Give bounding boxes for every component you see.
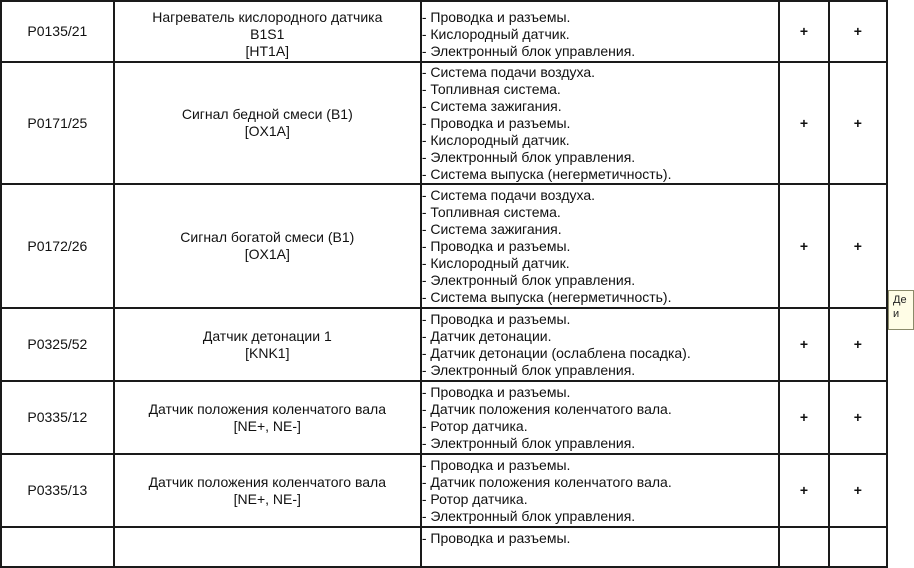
plus-mark: +: [799, 336, 808, 352]
cause-item: - Проводка и разъемы.: [421, 9, 571, 25]
description-line: Датчик положения коленчатого вала: [148, 400, 387, 417]
dtc-causes-cell: [421, 308, 779, 381]
dtc-description-cell: [114, 381, 421, 454]
cause-item: - Датчик положения коленчатого вала.: [421, 400, 672, 417]
dtc-code: P0335/13: [27, 482, 88, 498]
cause-item: - Система зажигания.: [421, 97, 562, 114]
plus-mark: +: [853, 237, 862, 254]
mark-cell-1: [779, 381, 828, 454]
dtc-description-cell: [114, 1, 421, 62]
dtc-code-cell: [1, 1, 114, 62]
description-line: [HT1A]: [245, 43, 290, 59]
mark-cell-1: [779, 62, 828, 184]
dtc-code: P0135/21: [27, 23, 88, 39]
dtc-description-cell: [114, 308, 421, 381]
mark-cell-2: [829, 308, 887, 381]
dtc-causes-cell: [421, 454, 779, 527]
cause-item: - Система подачи воздуха.: [421, 186, 596, 203]
cause-item: - Электронный блок управления.: [421, 148, 636, 165]
dtc-description-cell: [114, 184, 421, 308]
cause-item: - Электронный блок управления.: [421, 361, 636, 378]
description-line: [OX1A]: [244, 246, 290, 262]
dtc-code: P0172/26: [27, 237, 88, 254]
description-line: [NE+, NE-]: [233, 417, 301, 434]
dtc-causes-cell: [421, 184, 779, 308]
cause-item: - Электронный блок управления.: [421, 43, 636, 59]
description-line: [NE+, NE-]: [233, 490, 301, 507]
mark-cell-2: [829, 62, 887, 184]
cause-item: - Проводка и разъемы.: [421, 530, 571, 546]
dtc-description-cell: [114, 527, 421, 567]
cause-item: - Электронный блок управления.: [421, 434, 636, 451]
mark-cell-1: [779, 1, 828, 62]
cause-item: - Проводка и разъемы.: [421, 114, 571, 131]
plus-mark: +: [853, 336, 862, 352]
description-line: Нагреватель кислородного датчика: [152, 9, 383, 25]
dtc-description-cell: [114, 454, 421, 527]
dtc-code-cell: [1, 62, 114, 184]
side-note-line: Де: [893, 294, 907, 306]
dtc-causes-cell: [421, 527, 779, 567]
plus-mark: +: [799, 23, 808, 39]
table-row: [1, 62, 887, 184]
table-row: [1, 381, 887, 454]
cause-item: - Датчик детонации (ослаблена посадка).: [421, 344, 691, 361]
cause-item: - Проводка и разъемы.: [421, 237, 571, 254]
dtc-code-cell: [1, 527, 114, 567]
dtc-causes-cell: [421, 62, 779, 184]
dtc-causes-cell: [421, 381, 779, 454]
plus-mark: +: [799, 114, 808, 131]
dtc-code-cell: [1, 381, 114, 454]
table-row: [1, 1, 887, 62]
plus-mark: +: [853, 482, 862, 498]
description-line: B1S1: [250, 26, 285, 42]
dtc-code: P0335/12: [27, 409, 88, 425]
description-line: Сигнал богатой смеси (B1): [180, 229, 355, 245]
cause-item: - Проводка и разъемы.: [421, 310, 571, 327]
cause-item: - Кислородный датчик.: [421, 254, 570, 271]
cause-item: - Электронный блок управления.: [421, 507, 636, 524]
mark-cell-1: [779, 527, 828, 567]
table-row-partial: [1, 527, 887, 567]
description-line: Датчик детонации 1: [202, 327, 332, 344]
plus-mark: +: [853, 23, 862, 39]
plus-mark: +: [853, 409, 862, 425]
cause-item: - Топливная система.: [421, 80, 561, 97]
cause-item: - Система зажигания.: [421, 220, 562, 237]
cause-item: - Ротор датчика.: [421, 490, 528, 507]
cause-item: - Ротор датчика.: [421, 417, 528, 434]
dtc-code-cell: [1, 184, 114, 308]
mark-cell-2: [829, 1, 887, 62]
mark-cell-1: [779, 184, 828, 308]
table-row: [1, 308, 887, 381]
cause-item: - Проводка и разъемы.: [421, 383, 571, 400]
description-line: Сигнал бедной смеси (B1): [181, 106, 353, 122]
mark-cell-2: [829, 527, 887, 567]
dtc-code: P0325/52: [27, 336, 88, 352]
plus-mark: +: [799, 237, 808, 254]
dtc-causes-cell: [421, 1, 779, 62]
plus-mark: +: [853, 114, 862, 131]
description-line: Датчик положения коленчатого вала: [148, 473, 387, 490]
cause-item: - Система подачи воздуха.: [421, 63, 596, 80]
dtc-code: P0171/25: [27, 114, 88, 131]
cause-item: - Топливная система.: [421, 203, 561, 220]
cause-item: - Система выпуска (негерметичность).: [421, 288, 672, 305]
cause-item: - Проводка и разъемы.: [421, 456, 571, 473]
dtc-code-cell: [1, 454, 114, 527]
dtc-description-cell: [114, 62, 421, 184]
cause-item: - Кислородный датчик.: [421, 26, 570, 42]
plus-mark: +: [799, 482, 808, 498]
table-row: [1, 184, 887, 308]
description-line: [KNK1]: [245, 344, 290, 361]
side-note-tooltip: [888, 290, 914, 330]
mark-cell-2: [829, 184, 887, 308]
description-line: [OX1A]: [244, 123, 290, 139]
dtc-code-cell: [1, 308, 114, 381]
table-row: [1, 454, 887, 527]
plus-mark: +: [799, 409, 808, 425]
cause-item: - Электронный блок управления.: [421, 271, 636, 288]
mark-cell-2: [829, 381, 887, 454]
mark-cell-1: [779, 454, 828, 527]
cause-item: - Кислородный датчик.: [421, 131, 570, 148]
mark-cell-2: [829, 454, 887, 527]
cause-item: - Система выпуска (негерметичность).: [421, 165, 672, 182]
side-note-line: и: [893, 308, 900, 320]
cause-item: - Датчик положения коленчатого вала.: [421, 473, 672, 490]
table-body: [1, 1, 887, 567]
mark-cell-1: [779, 308, 828, 381]
cause-item: - Датчик детонации.: [421, 327, 552, 344]
